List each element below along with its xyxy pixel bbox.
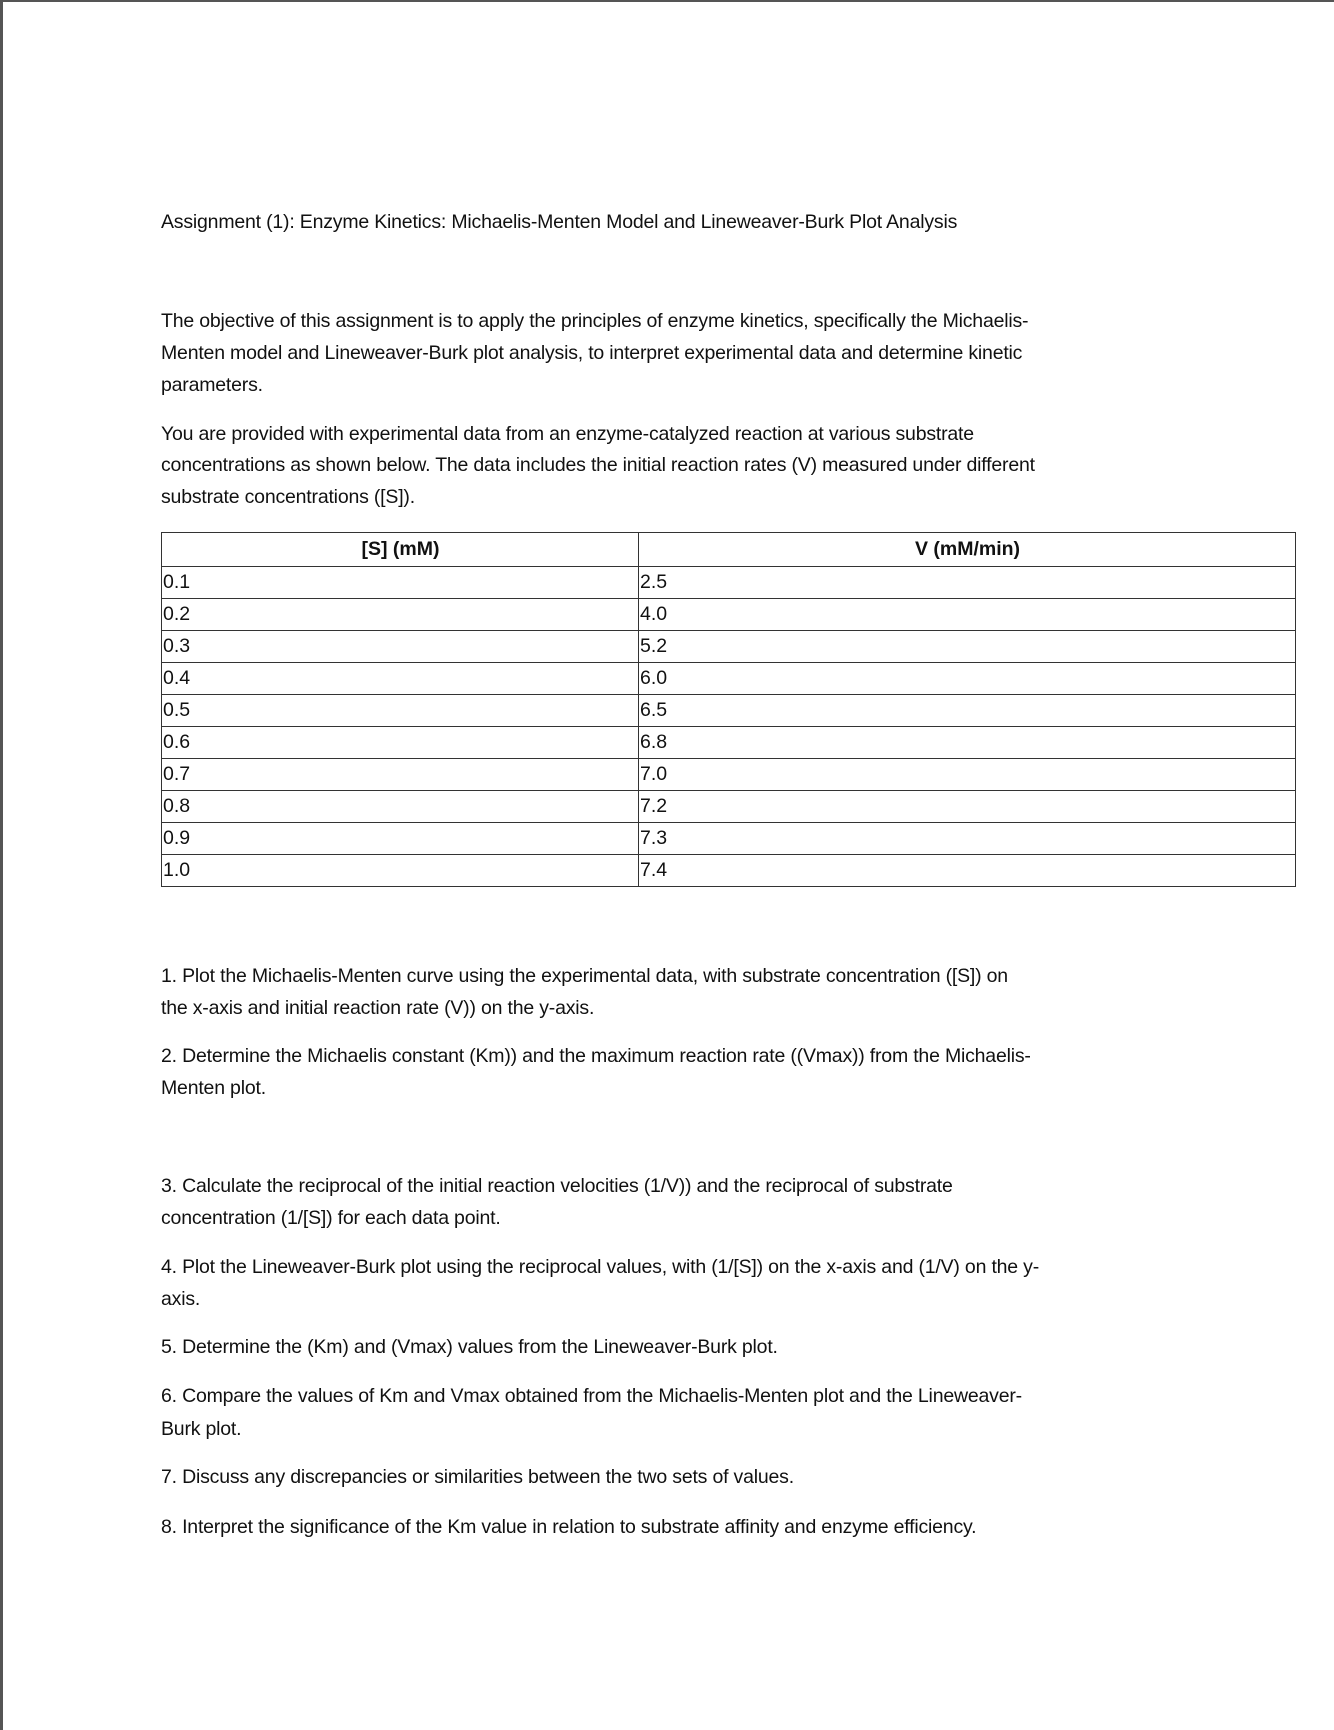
header-substrate: [S] (mM) — [162, 533, 639, 567]
table-row — [162, 823, 1296, 855]
text-line: 6. Compare the values of Km and Vmax obtained from the Michaelis-Menten plot and the Lineweaver- — [161, 1385, 1022, 1407]
text-line: 8. Interpret the significance of the Km value in relation to substrate affinity and enzyme efficiency. — [161, 1516, 977, 1538]
text-line: axis. — [161, 1288, 201, 1310]
text-line: 3. Calculate the reciprocal of the initial reaction velocities (1/V)) and the reciprocal of substrate — [161, 1175, 953, 1197]
rate-cell: 4.0 — [639, 599, 1296, 631]
text-line: substrate concentrations ([S]). — [161, 486, 415, 508]
rate-cell: 6.8 — [639, 727, 1296, 759]
rate-cell: 7.3 — [639, 823, 1296, 855]
text-line: Menten plot. — [161, 1077, 266, 1099]
table-row — [162, 599, 1296, 631]
rate-cell: 7.4 — [639, 855, 1296, 887]
data-table — [161, 532, 1296, 887]
text-line: Burk plot. — [161, 1418, 242, 1440]
substrate-cell: 0.7 — [162, 759, 639, 791]
header-rate: V (mM/min) — [639, 533, 1296, 567]
text-line: 5. Determine the (Km) and (Vmax) values from the Lineweaver-Burk plot. — [161, 1336, 778, 1358]
text-line: Menten model and Lineweaver-Burk plot analysis, to interpret experimental data and determine kinetic — [161, 342, 1023, 364]
document-title: Assignment (1): Enzyme Kinetics: Michaelis-Menten Model and Lineweaver-Burk Plot Analysis — [161, 211, 958, 233]
table-row — [162, 631, 1296, 663]
text-line: 2. Determine the Michaelis constant (Km)) and the maximum reaction rate ((Vmax)) from the Michaelis- — [161, 1045, 1031, 1067]
table-row — [162, 663, 1296, 695]
substrate-cell: 1.0 — [162, 855, 639, 887]
text-line: You are provided with experimental data from an enzyme-catalyzed reaction at various substrate — [161, 423, 974, 445]
table-row — [162, 695, 1296, 727]
rate-cell: 2.5 — [639, 567, 1296, 599]
rate-cell: 6.5 — [639, 695, 1296, 727]
substrate-cell: 0.5 — [162, 695, 639, 727]
rate-cell: 5.2 — [639, 631, 1296, 663]
text-line: 1. Plot the Michaelis-Menten curve using the experimental data, with substrate concentration ([S]) on — [161, 965, 1008, 987]
text-line: concentrations as shown below. The data includes the initial reaction rates (V) measured under different — [161, 454, 1035, 476]
rate-cell: 6.0 — [639, 663, 1296, 695]
table-row — [162, 855, 1296, 887]
substrate-cell: 0.1 — [162, 567, 639, 599]
substrate-cell: 0.3 — [162, 631, 639, 663]
substrate-cell: 0.8 — [162, 791, 639, 823]
table-header-row — [162, 533, 1296, 567]
text-line: the x-axis and initial reaction rate (V)) on the y-axis. — [161, 997, 595, 1019]
text-line: concentration (1/[S]) for each data point. — [161, 1207, 501, 1229]
text-line: 7. Discuss any discrepancies or similarities between the two sets of values. — [161, 1466, 794, 1488]
table-row — [162, 759, 1296, 791]
substrate-cell: 0.6 — [162, 727, 639, 759]
substrate-cell: 0.2 — [162, 599, 639, 631]
page-border-left — [0, 0, 3, 1730]
substrate-cell: 0.4 — [162, 663, 639, 695]
table-row — [162, 567, 1296, 599]
rate-cell: 7.2 — [639, 791, 1296, 823]
text-line: 4. Plot the Lineweaver-Burk plot using the reciprocal values, with (1/[S]) on the x-axis and (1/V) on the y- — [161, 1256, 1040, 1278]
page-border-top — [0, 0, 1334, 2]
table-row — [162, 791, 1296, 823]
text-line: The objective of this assignment is to apply the principles of enzyme kinetics, specifically the Michaelis- — [161, 310, 1029, 332]
rate-cell: 7.0 — [639, 759, 1296, 791]
substrate-cell: 0.9 — [162, 823, 639, 855]
table-row — [162, 727, 1296, 759]
text-line: parameters. — [161, 374, 263, 396]
